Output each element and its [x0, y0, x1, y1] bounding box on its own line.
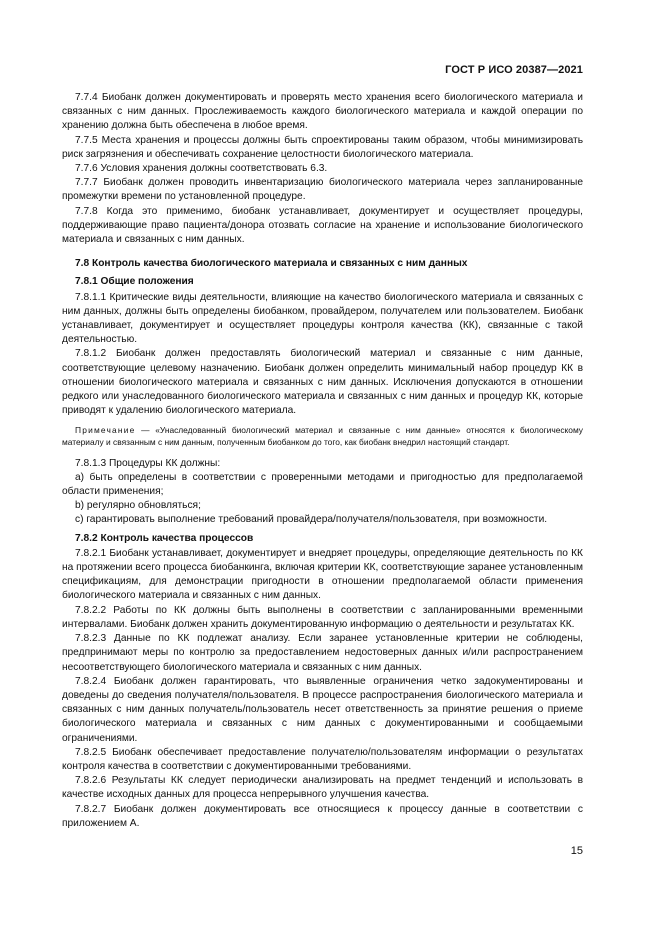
clause-7-7-8: 7.7.8 Когда это применимо, биобанк устанавливает, документирует и осуществляет процедуры, поддерживающие право пациента/донора отозвать согласие на хранение и использование биологического материала и связанных с ним данных.	[62, 205, 583, 246]
list-item-b: b) регулярно обновляться;	[75, 500, 201, 512]
section-7-8-1-heading: 7.8.1 Общие положения	[75, 276, 194, 288]
clause-7-8-2-7: 7.8.2.7 Биобанк должен документировать все относящиеся к процессу данные в соответствии с приложением А.	[62, 803, 583, 829]
page-content	[62, 91, 583, 831]
clause-7-8-2-3: 7.8.2.3 Данные по КК подлежат анализу. Если заранее установленные критерии не соблюдены, предпринимают меры по контролю за предоставлением недостоверных данных и/или распространением несоответствующего биологического материала и связанных с ним данных.	[62, 633, 583, 673]
clause-7-8-2-1: 7.8.2.1 Биобанк устанавливает, документирует и внедряет процедуры, определяющие деятельность по КК на протяжении всего процесса биобанкинга, включая критерии КК, соответствующие заранее установленным спецификациям, для демонстрации пригодности в отношении предполагаемой области применения биологического материала и связанных с ним данных.	[62, 547, 583, 602]
standard-header: ГОСТ Р ИСО 20387—2021	[445, 64, 583, 76]
clause-7-8-1-2: 7.8.1.2 Биобанк должен предоставлять биологический материал и связанные с ним данные, соответствующие целевому назначению. Биобанк должен определить минимальный набор процедур КК в отношении биологического материала и связанных с ним данных. Исключения допускаются в отношении редкого или унаследованного биологического материала и связанных с ним данных и процедур КК, которые приводят к удалению биологического материала.	[62, 348, 583, 417]
clause-7-8-2-4: 7.8.2.4 Биобанк должен гарантировать, что выявленные ограничения четко задокументированы и доведены до сведения получателя/пользователя. В процессе распространения биологического материала и связанных с ним данных получатель/пользователь несет ответственность за принятие решения о приеме биологического материала и связанных с ним данных с документированными и сообщаемыми ограничениями.	[62, 675, 583, 744]
list-item-c: c) гарантировать выполнение требований провайдера/получателя/пользователя, при возможности.	[75, 514, 548, 526]
section-7-8-heading: 7.8 Контроль качества биологического материала и связанных с ним данных	[75, 258, 468, 270]
clause-7-8-2-5: 7.8.2.5 Биобанк обеспечивает предоставление получателю/пользователям информации о результатах контроля качества в соответствии с документированными требованиями.	[62, 746, 583, 772]
clause-7-7-7: 7.7.7 Биобанк должен проводить инвентаризацию биологического материала через запланированные промежутки времени по установленной процедуре.	[62, 177, 583, 203]
clause-7-8-1-1: 7.8.1.1 Критические виды деятельности, влияющие на качество биологического материала и связанных с ним данных, должны быть определены биобанком, провайдером, получателем или пользователем. Биобанк устанавливает, документирует и осуществляет процедуры контроля качества (КК), связанные с такой деятельностью.	[62, 291, 583, 346]
clause-7-7-5: 7.7.5 Места хранения и процессы должны быть спроектированы таким образом, чтобы минимизировать риск загрязнения и обеспечивать сохранение целостности биологического материала.	[62, 134, 583, 160]
clause-7-8-1-3: 7.8.1.3 Процедуры КК должны:	[75, 457, 221, 469]
page-number: 15	[570, 845, 583, 857]
clause-7-8-2-2: 7.8.2.2 Работы по КК должны быть выполнены в соответствии с запланированными временными интервалами. Биобанк должен хранить документированную информацию о деятельности и результатах КК.	[62, 604, 583, 630]
note-label: Примечание	[75, 425, 136, 436]
list-item-a: a) быть определены в соответствии с проверенными методами и пригодностью для предполагаемой области применения;	[62, 471, 583, 498]
clause-7-7-4: 7.7.4 Биобанк должен документировать и проверять место хранения всего биологического материала и связанных с ним данных. Прослеживаемость каждого биологического материала и каждой операции по хранению должна быть обеспечена в любое время.	[62, 92, 583, 132]
section-7-8-2-heading: 7.8.2 Контроль качества процессов	[75, 532, 254, 544]
clause-7-7-6: 7.7.6 Условия хранения должны соответствовать 6.3.	[75, 163, 328, 175]
note-paragraph	[62, 425, 583, 448]
note-text: — «Унаследованный биологический материал и связанные с ним данные» относятся к биологическому материалу и связанным с ним данным, полученным биобанком до того, как биобанк внедрил настоящий стандарт.	[62, 425, 583, 448]
clause-7-8-2-6: 7.8.2.6 Результаты КК следует периодически анализировать на предмет тенденций и использовать в качестве исходных данных для процесса непрерывного улучшения качества.	[62, 775, 583, 801]
